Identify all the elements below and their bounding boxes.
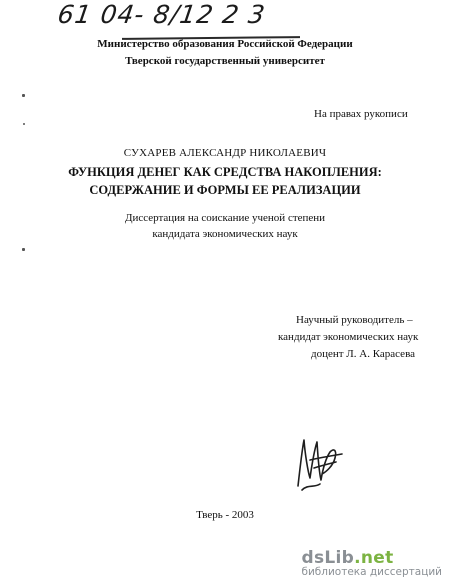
watermark-subtitle: библиотека диссертаций: [301, 566, 442, 578]
degree-line-1: Диссертация на соискание ученой степени: [124, 212, 326, 224]
scan-speck: [23, 123, 25, 125]
watermark-logo-main: dsLib: [301, 548, 355, 568]
handwritten-archive-code: 61 04- 8/12 2 3: [55, 0, 268, 29]
dissertation-title-line-2: СОДЕРЖАНИЕ И ФОРМЫ ЕЕ РЕАЛИЗАЦИИ: [89, 183, 361, 197]
supervisor-label: Научный руководитель –: [296, 314, 413, 326]
dslib-watermark: [301, 548, 442, 578]
scan-speck: [22, 248, 25, 251]
watermark-logo: [301, 548, 442, 568]
handwritten-signature: [290, 428, 352, 498]
ministry-name: Министерство образования Российской Федерации: [97, 38, 353, 50]
supervisor-degree: кандидат экономических наук: [278, 331, 419, 343]
university-name: Тверской государственный университет: [125, 55, 325, 67]
author-name: СУХАРЕВ АЛЕКСАНДР НИКОЛАЕВИЧ: [123, 147, 327, 159]
degree-line-2: кандидата экономических наук: [152, 228, 298, 240]
manuscript-rights-note: На правах рукописи: [314, 108, 408, 120]
supervisor-name: доцент Л. А. Карасева: [311, 348, 416, 360]
watermark-logo-tld: .net: [354, 548, 394, 568]
scan-speck: [22, 94, 25, 97]
dissertation-title-line-1: ФУНКЦИЯ ДЕНЕГ КАК СРЕДСТВА НАКОПЛЕНИЯ:: [68, 165, 382, 179]
city-year: Тверь - 2003: [196, 509, 254, 521]
